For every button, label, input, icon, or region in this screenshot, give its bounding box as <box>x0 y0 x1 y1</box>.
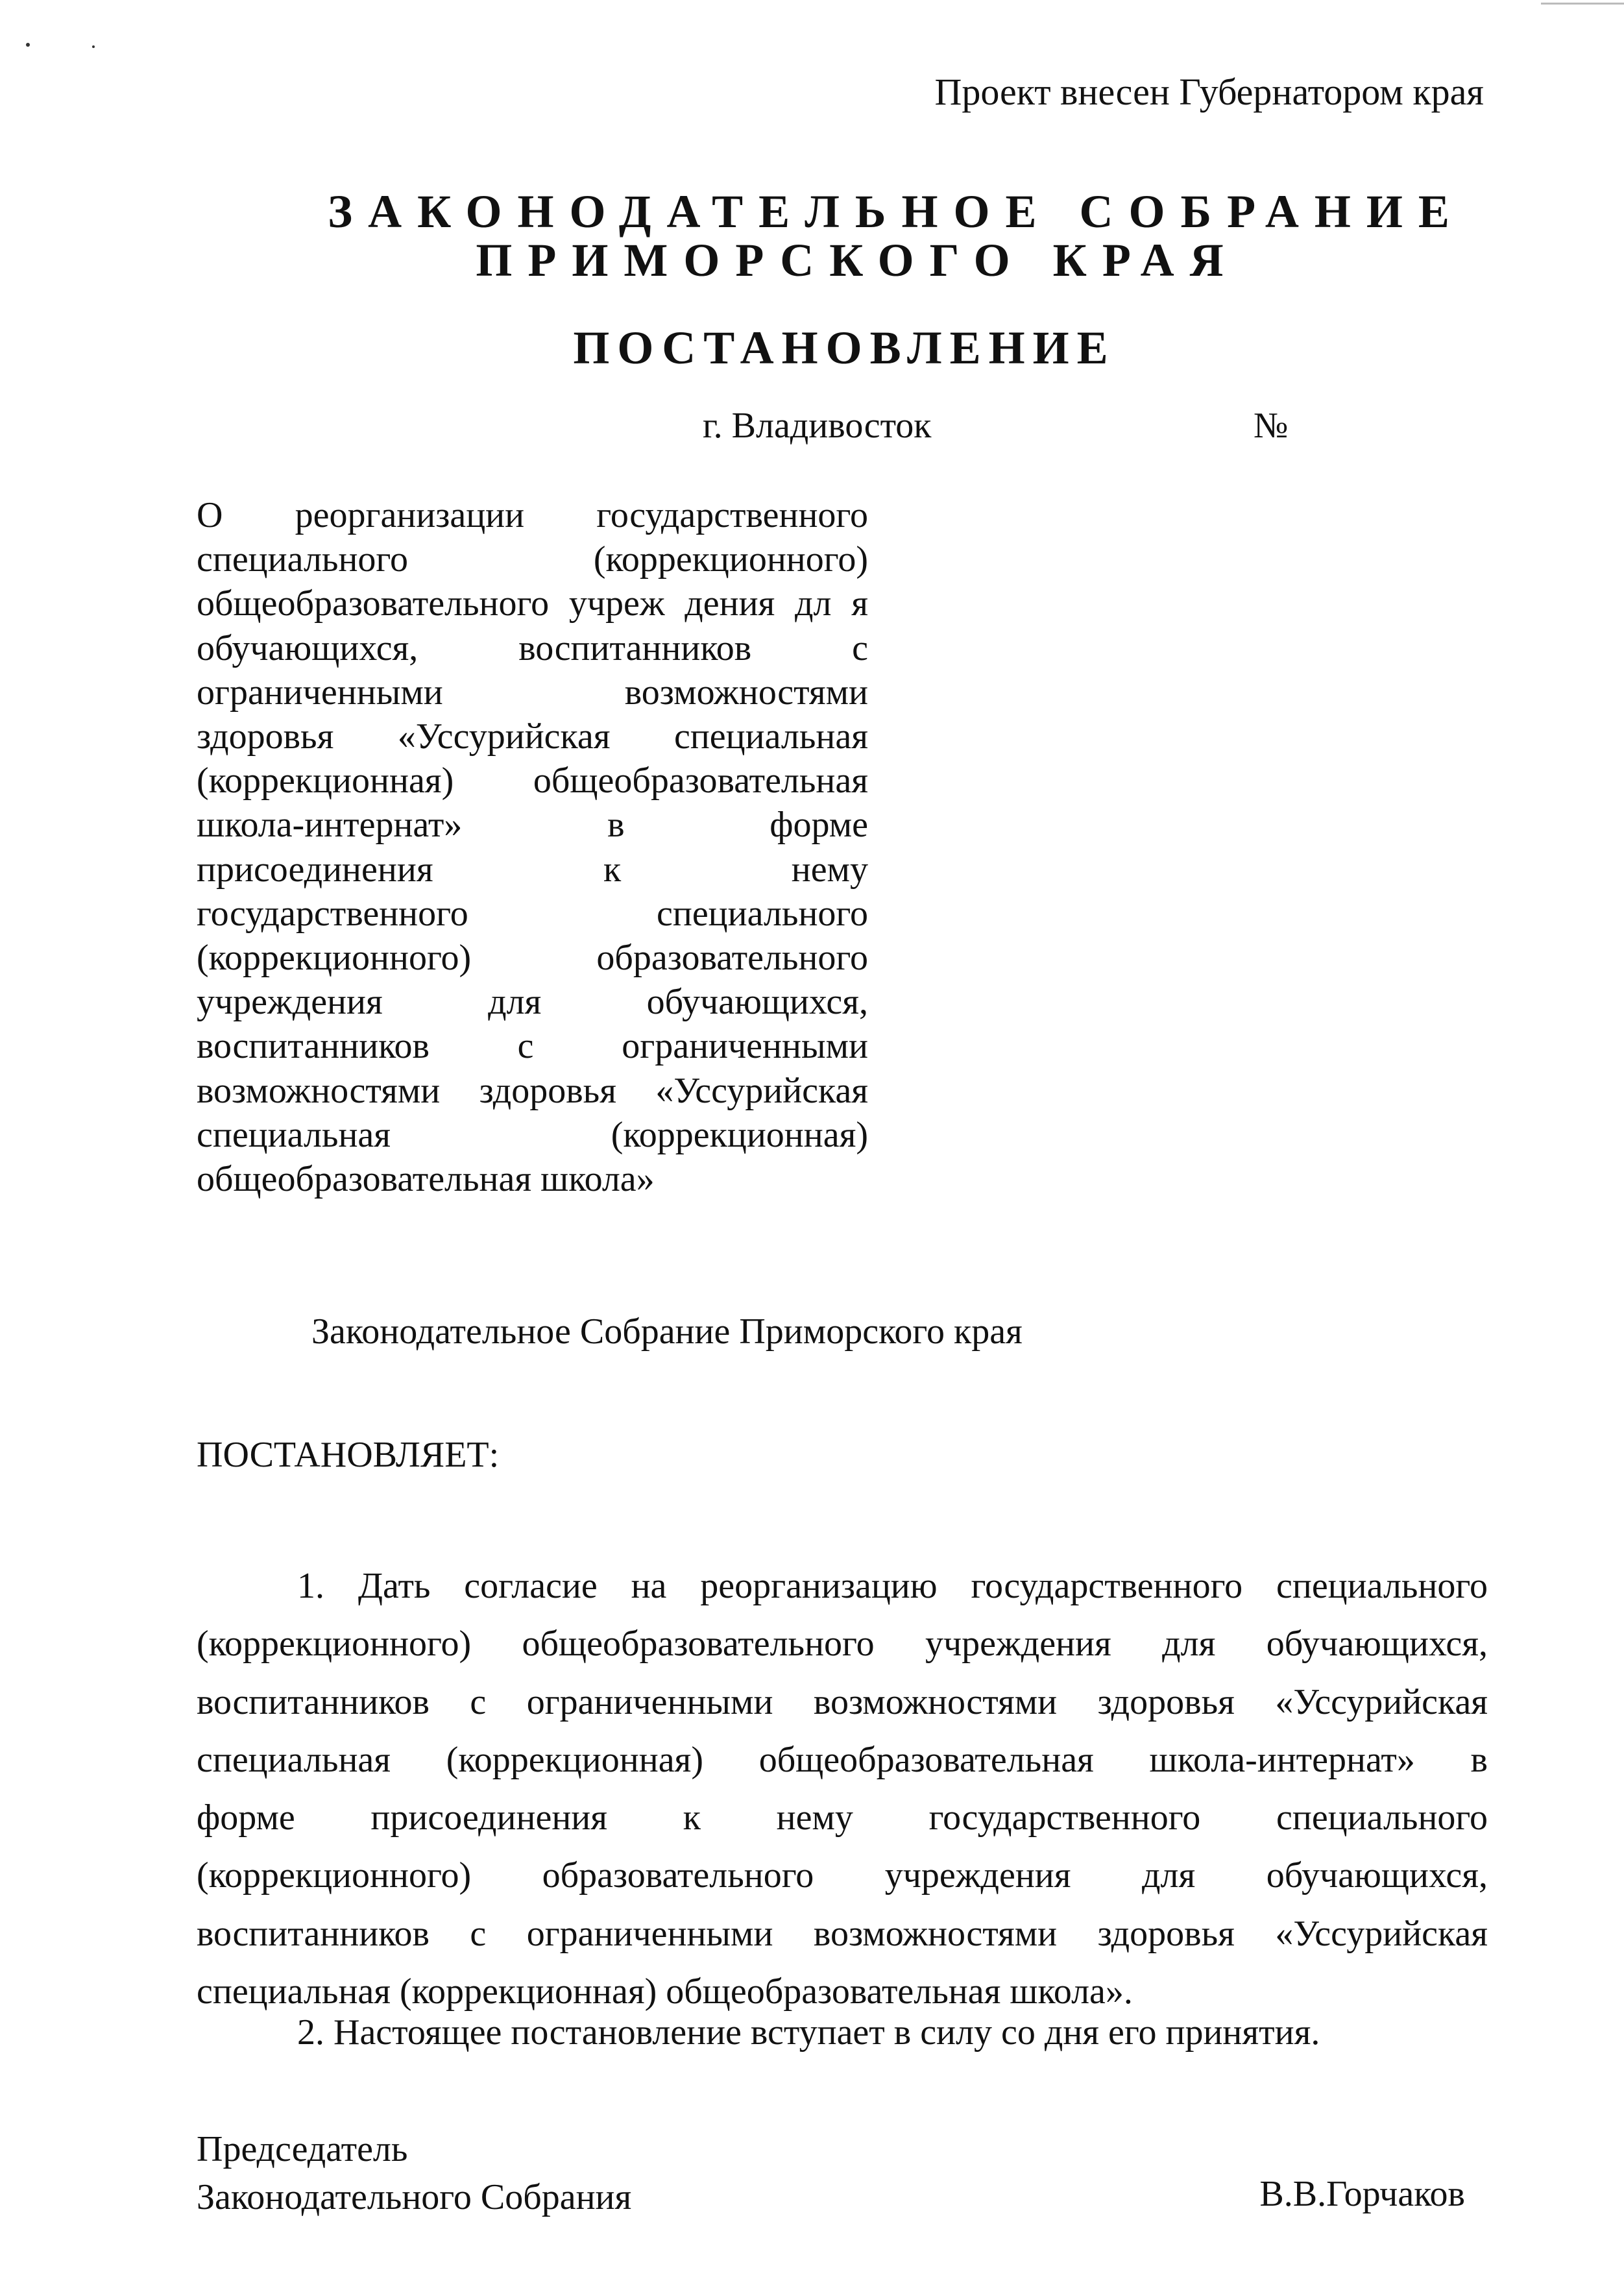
paragraph-line: специальная (коррекционная) общеобразовательная школа». <box>197 1971 1133 2012</box>
subject-line: здоровья «Уссурийская специальная <box>197 716 868 757</box>
resolution-subject <box>197 493 868 1201</box>
subject-line: общеобразовательная школа» <box>197 1159 655 1200</box>
subject-line: возможностями здоровья «Уссурийская <box>197 1070 868 1111</box>
subject-line: обучающихся, воспитанников с <box>197 628 868 668</box>
paragraph-2: 2. Настоящее постановление вступает в силу со дня его принятия. <box>297 2012 1320 2053</box>
organization-title-line2: ПРИМОРСКОГО КРАЯ <box>476 234 1239 286</box>
paragraph-line: воспитанников с ограниченными возможностями здоровья «Уссурийская <box>197 1913 1488 1954</box>
subject-line: ограниченными возможностями <box>197 672 868 713</box>
assembly-statement: Законодательное Собрание Приморского края <box>311 1311 1023 1352</box>
subject-line: (коррекционная) общеобразовательная <box>197 761 868 801</box>
subject-line: школа-интернат» в форме <box>197 805 868 846</box>
subject-line: специального (коррекционного) <box>197 539 868 580</box>
scan-speck <box>92 45 95 48</box>
paragraph-1 <box>197 1557 1488 2021</box>
subject-line: государственного специального <box>197 893 868 934</box>
subject-line: (коррекционного) образовательного <box>197 938 868 979</box>
subject-line: учреждения для обучающихся, <box>197 982 868 1023</box>
resolves-heading: ПОСТАНОВЛЯЕТ: <box>197 1435 500 1475</box>
signatory-name: В.В.Горчаков <box>1259 2174 1465 2214</box>
document-type-title: ПОСТАНОВЛЕНИЕ <box>573 322 1116 374</box>
city-label: г. Владивосток <box>703 406 932 446</box>
signatory-title-line2: Законодательного Собрания <box>197 2177 632 2217</box>
document-number-label: № <box>1254 406 1289 446</box>
signatory-title <box>197 2125 631 2221</box>
paragraph-line: воспитанников с ограниченными возможностями здоровья «Уссурийская <box>197 1681 1488 1722</box>
paragraph-line: (коррекционного) общеобразовательного учреждения для обучающихся, <box>197 1624 1488 1664</box>
paragraph-line: специальная (коррекционная) общеобразовательная школа-интернат» в <box>197 1739 1488 1780</box>
paragraph-line: форме присоединения к нему государственного специального <box>197 1798 1488 1838</box>
signatory-title-line1: Председатель <box>197 2129 408 2169</box>
paragraph-line: 1. Дать согласие на реорганизацию государственного специального <box>297 1566 1488 1606</box>
subject-line: воспитанников с ограниченными <box>197 1026 868 1067</box>
proposed-by-note: Проект внесен Губернатором края <box>934 71 1484 113</box>
paragraph-line: (коррекционного) образовательного учреждения для обучающихся, <box>197 1855 1488 1896</box>
scan-speck <box>26 43 30 47</box>
scan-edge-line <box>1541 3 1624 5</box>
subject-line: присоединения к нему <box>197 849 868 890</box>
subject-line: общеобразовательного учреж дения дл я <box>197 583 868 624</box>
subject-line: О реорганизации государственного <box>197 495 868 535</box>
subject-line: специальная (коррекционная) <box>197 1114 868 1155</box>
organization-title-line1: ЗАКОНОДАТЕЛЬНОЕ СОБРАНИЕ <box>328 186 1465 238</box>
